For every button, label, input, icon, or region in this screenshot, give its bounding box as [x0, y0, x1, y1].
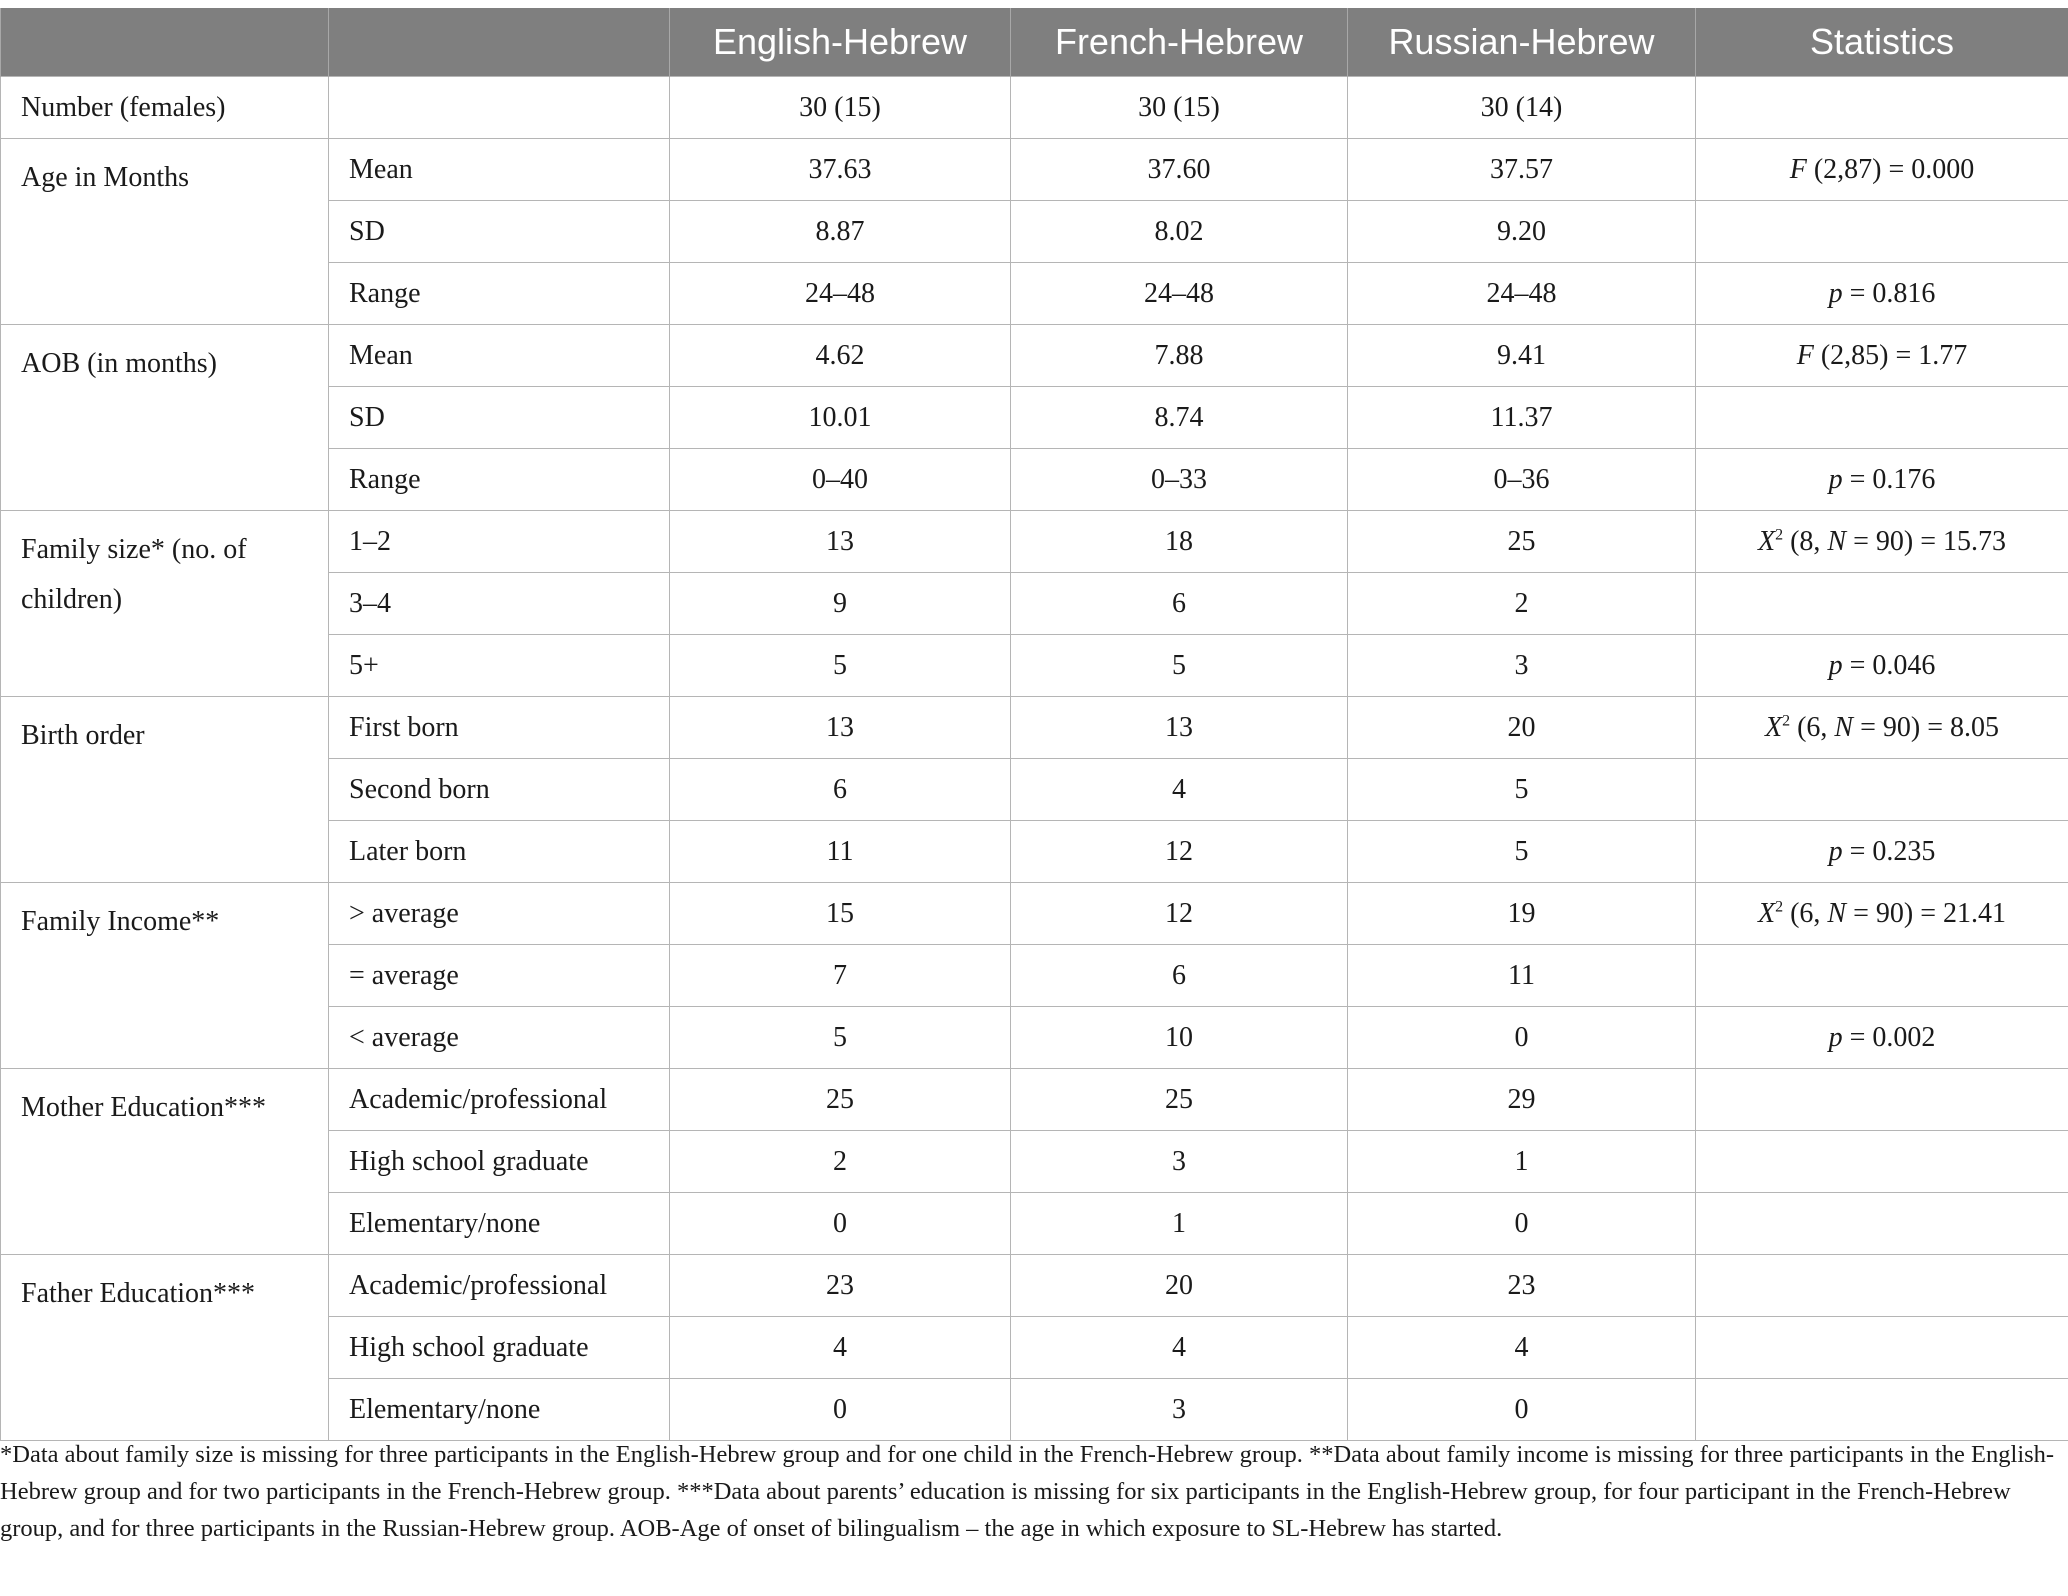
- cell-russian-hebrew: 0: [1348, 1193, 1696, 1255]
- row-subcategory: = average: [329, 945, 670, 1007]
- row-subcategory: SD: [329, 387, 670, 449]
- row-subcategory: 1–2: [329, 511, 670, 573]
- row-subcategory: < average: [329, 1007, 670, 1069]
- chi-square-superscript: 2: [1775, 526, 1784, 544]
- cell-english-hebrew: 0: [670, 1193, 1011, 1255]
- cell-statistics: [1696, 139, 2068, 201]
- row-subcategory: 5+: [329, 635, 670, 697]
- row-subcategory: Academic/professional: [329, 1255, 670, 1317]
- chi-square-n-symbol: N: [1827, 897, 1847, 929]
- stat-symbol: p: [1828, 649, 1843, 681]
- header-subcategory: [329, 8, 670, 77]
- stat-symbol: p: [1828, 277, 1843, 309]
- cell-english-hebrew: 11: [670, 821, 1011, 883]
- cell-russian-hebrew: 24–48: [1348, 263, 1696, 325]
- cell-english-hebrew: 0–40: [670, 449, 1011, 511]
- header-variable: [1, 8, 329, 77]
- cell-russian-hebrew: 37.57: [1348, 139, 1696, 201]
- cell-russian-hebrew: 0: [1348, 1007, 1696, 1069]
- cell-english-hebrew: 8.87: [670, 201, 1011, 263]
- cell-french-hebrew: 1: [1011, 1193, 1348, 1255]
- table-row: [1, 77, 2068, 139]
- stat-value: (2,87) = 0.000: [1806, 153, 1975, 185]
- row-subcategory: Academic/professional: [329, 1069, 670, 1131]
- cell-english-hebrew: 24–48: [670, 263, 1011, 325]
- cell-french-hebrew: 25: [1011, 1069, 1348, 1131]
- cell-statistics: [1696, 945, 2068, 1007]
- stat-value: (2,85) = 1.77: [1813, 339, 1968, 371]
- row-subcategory: Elementary/none: [329, 1379, 670, 1441]
- chi-square-symbol: X: [1757, 525, 1776, 557]
- stat-value: = 0.046: [1842, 649, 1936, 681]
- cell-english-hebrew: 30 (15): [670, 77, 1011, 139]
- row-subcategory: Later born: [329, 821, 670, 883]
- cell-russian-hebrew: 0: [1348, 1379, 1696, 1441]
- cell-statistics: [1696, 1193, 2068, 1255]
- cell-russian-hebrew: 3: [1348, 635, 1696, 697]
- cell-russian-hebrew: 1: [1348, 1131, 1696, 1193]
- stat-symbol: p: [1828, 1021, 1843, 1053]
- cell-statistics: [1696, 1255, 2068, 1317]
- cell-french-hebrew: 6: [1011, 573, 1348, 635]
- cell-statistics: [1696, 263, 2068, 325]
- cell-french-hebrew: 18: [1011, 511, 1348, 573]
- table-row: [1, 1069, 2068, 1131]
- cell-statistics: [1696, 201, 2068, 263]
- cell-french-hebrew: 0–33: [1011, 449, 1348, 511]
- chi-square-value: = 90) = 8.05: [1853, 711, 2000, 743]
- chi-square-value: = 90) = 21.41: [1846, 897, 2007, 929]
- cell-statistics: [1696, 1317, 2068, 1379]
- cell-statistics: [1696, 325, 2068, 387]
- cell-statistics: [1696, 821, 2068, 883]
- cell-statistics: [1696, 573, 2068, 635]
- group-label: AOB (in months): [1, 325, 329, 511]
- cell-russian-hebrew: 2: [1348, 573, 1696, 635]
- row-subcategory: SD: [329, 201, 670, 263]
- cell-english-hebrew: 13: [670, 511, 1011, 573]
- cell-russian-hebrew: 23: [1348, 1255, 1696, 1317]
- cell-english-hebrew: 9: [670, 573, 1011, 635]
- cell-english-hebrew: 0: [670, 1379, 1011, 1441]
- row-subcategory: Elementary/none: [329, 1193, 670, 1255]
- row-subcategory: First born: [329, 697, 670, 759]
- chi-square-value: = 90) = 15.73: [1846, 525, 2007, 557]
- chi-square-symbol: X: [1764, 711, 1783, 743]
- cell-statistics: [1696, 1379, 2068, 1441]
- cell-statistics: [1696, 387, 2068, 449]
- table-row: [1, 511, 2068, 573]
- cell-french-hebrew: 4: [1011, 1317, 1348, 1379]
- cell-french-hebrew: 8.02: [1011, 201, 1348, 263]
- stat-symbol: p: [1828, 463, 1843, 495]
- cell-french-hebrew: 13: [1011, 697, 1348, 759]
- cell-french-hebrew: 20: [1011, 1255, 1348, 1317]
- header-russian-hebrew: Russian-Hebrew: [1348, 8, 1696, 77]
- table-row: [1, 139, 2068, 201]
- group-label: Mother Education***: [1, 1069, 329, 1255]
- cell-english-hebrew: 7: [670, 945, 1011, 1007]
- cell-statistics: [1696, 449, 2068, 511]
- cell-english-hebrew: 25: [670, 1069, 1011, 1131]
- cell-russian-hebrew: 5: [1348, 821, 1696, 883]
- header-statistics: Statistics: [1696, 8, 2068, 77]
- group-label: Age in Months: [1, 139, 329, 325]
- cell-statistics: [1696, 1131, 2068, 1193]
- stat-symbol: F: [1789, 153, 1807, 185]
- group-label: Birth order: [1, 697, 329, 883]
- header-french-hebrew: French-Hebrew: [1011, 8, 1348, 77]
- cell-statistics: [1696, 759, 2068, 821]
- header-row: [1, 8, 2068, 77]
- cell-statistics: [1696, 1069, 2068, 1131]
- cell-russian-hebrew: 25: [1348, 511, 1696, 573]
- group-label: Father Education***: [1, 1255, 329, 1441]
- header-english-hebrew: English-Hebrew: [670, 8, 1011, 77]
- cell-english-hebrew: 5: [670, 1007, 1011, 1069]
- row-subcategory: Mean: [329, 325, 670, 387]
- cell-french-hebrew: 3: [1011, 1131, 1348, 1193]
- row-subcategory: High school graduate: [329, 1131, 670, 1193]
- cell-french-hebrew: 37.60: [1011, 139, 1348, 201]
- cell-french-hebrew: 8.74: [1011, 387, 1348, 449]
- stat-value: = 0.002: [1842, 1021, 1936, 1053]
- chi-square-n-symbol: N: [1834, 711, 1854, 743]
- cell-russian-hebrew: 20: [1348, 697, 1696, 759]
- cell-russian-hebrew: 9.20: [1348, 201, 1696, 263]
- cell-french-hebrew: 12: [1011, 883, 1348, 945]
- table-body: [1, 77, 2068, 1441]
- table-row: [1, 1255, 2068, 1317]
- row-subcategory: Mean: [329, 139, 670, 201]
- cell-english-hebrew: 23: [670, 1255, 1011, 1317]
- stat-symbol: F: [1796, 339, 1814, 371]
- table-row: [1, 883, 2068, 945]
- cell-english-hebrew: 10.01: [670, 387, 1011, 449]
- stat-symbol: p: [1828, 835, 1843, 867]
- cell-statistics: [1696, 77, 2068, 139]
- cell-russian-hebrew: 11: [1348, 945, 1696, 1007]
- demographics-table: [0, 8, 2068, 1441]
- cell-statistics: [1696, 697, 2068, 759]
- cell-english-hebrew: 15: [670, 883, 1011, 945]
- cell-russian-hebrew: 4: [1348, 1317, 1696, 1379]
- row-subcategory: Range: [329, 449, 670, 511]
- cell-russian-hebrew: 0–36: [1348, 449, 1696, 511]
- cell-english-hebrew: 4: [670, 1317, 1011, 1379]
- chi-square-n-symbol: N: [1827, 525, 1847, 557]
- cell-statistics: [1696, 511, 2068, 573]
- stat-value: = 0.816: [1842, 277, 1936, 309]
- table-footnote: *Data about family size is missing for three participants in the English-Hebrew group and for one child in the French-Hebrew group. **Data about family income is missing for three participants in the English-Hebrew group and for two participants in the French-Hebrew group. ***Data about parents’ education is missing for six participants in the English-Hebrew group, for four participant in the French-Hebrew group, and for three participants in the Russian-Hebrew group. AOB-Age of onset of bilingualism – the age in which exposure to SL-Hebrew has started.: [0, 1441, 2055, 1542]
- cell-english-hebrew: 4.62: [670, 325, 1011, 387]
- cell-french-hebrew: 3: [1011, 1379, 1348, 1441]
- cell-french-hebrew: 4: [1011, 759, 1348, 821]
- group-label: Family size* (no. of children): [1, 511, 329, 697]
- chi-square-df: (6,: [1783, 897, 1828, 929]
- group-label: Family Income**: [1, 883, 329, 1069]
- cell-french-hebrew: 10: [1011, 1007, 1348, 1069]
- cell-french-hebrew: 6: [1011, 945, 1348, 1007]
- cell-english-hebrew: 5: [670, 635, 1011, 697]
- cell-french-hebrew: 24–48: [1011, 263, 1348, 325]
- cell-statistics: [1696, 883, 2068, 945]
- row-subcategory: High school graduate: [329, 1317, 670, 1379]
- cell-russian-hebrew: 11.37: [1348, 387, 1696, 449]
- chi-square-superscript: 2: [1782, 712, 1791, 730]
- cell-russian-hebrew: 5: [1348, 759, 1696, 821]
- row-subcategory: 3–4: [329, 573, 670, 635]
- cell-russian-hebrew: 29: [1348, 1069, 1696, 1131]
- row-subcategory: Range: [329, 263, 670, 325]
- cell-french-hebrew: 30 (15): [1011, 77, 1348, 139]
- cell-french-hebrew: 5: [1011, 635, 1348, 697]
- table-header: [1, 8, 2068, 77]
- table-row: [1, 325, 2068, 387]
- cell-english-hebrew: 2: [670, 1131, 1011, 1193]
- demographics-table-container: [0, 8, 2068, 1441]
- cell-french-hebrew: 7.88: [1011, 325, 1348, 387]
- chi-square-superscript: 2: [1775, 898, 1784, 916]
- cell-russian-hebrew: 30 (14): [1348, 77, 1696, 139]
- cell-french-hebrew: 12: [1011, 821, 1348, 883]
- row-subcategory: > average: [329, 883, 670, 945]
- table-row: [1, 697, 2068, 759]
- chi-square-df: (6,: [1790, 711, 1835, 743]
- row-subcategory: Second born: [329, 759, 670, 821]
- stat-value: = 0.176: [1842, 463, 1936, 495]
- chi-square-df: (8,: [1783, 525, 1828, 557]
- cell-russian-hebrew: 9.41: [1348, 325, 1696, 387]
- row-subcategory: [329, 77, 670, 139]
- cell-english-hebrew: 6: [670, 759, 1011, 821]
- stat-value: = 0.235: [1842, 835, 1936, 867]
- row-label: Number (females): [1, 77, 329, 139]
- chi-square-symbol: X: [1757, 897, 1776, 929]
- cell-statistics: [1696, 635, 2068, 697]
- cell-russian-hebrew: 19: [1348, 883, 1696, 945]
- cell-statistics: [1696, 1007, 2068, 1069]
- cell-english-hebrew: 37.63: [670, 139, 1011, 201]
- cell-english-hebrew: 13: [670, 697, 1011, 759]
